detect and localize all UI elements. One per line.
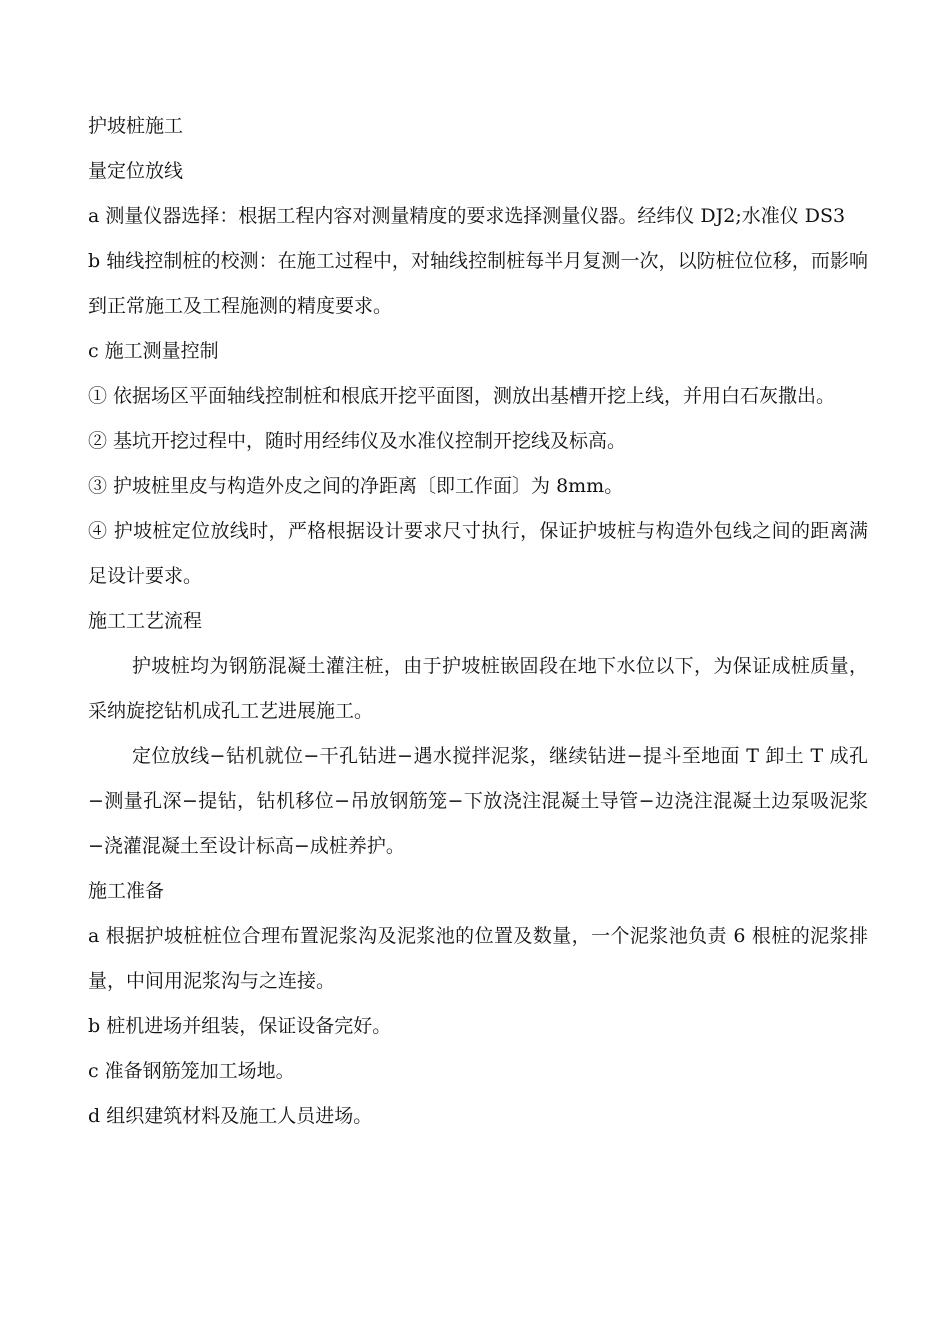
control-item-3: ③ 护坡桩里皮与构造外皮之间的净距离〔即工作面〕为 8mm。	[88, 475, 624, 497]
control-item-2: ② 基坑开挖过程中，随时用经纬仪及水准仪控制开挖线及标高。	[88, 430, 627, 452]
prep-heading: 施工准备	[88, 880, 165, 902]
survey-item-c: c 施工测量控制	[88, 340, 219, 362]
control-item-1: ① 依据场区平面轴线控制桩和根底开挖平面图，测放出基槽开挖上线，并用白石灰撒出。	[88, 385, 836, 407]
process-heading: 施工工艺流程	[88, 610, 203, 632]
prep-item-a: a 根据护坡桩桩位合理布置泥浆沟及泥浆池的位置及数量，一个泥浆池负责 6 根桩的泥浆排量，中间用泥浆沟与之连接。	[88, 925, 868, 992]
process-flow: 定位放线−钻机就位−干孔钻进−遇水搅拌泥浆，继续钻进−提斗至地面 T 卸土 T 成孔−测量孔深−提钻，钻机移位−吊放钢筋笼−下放浇注混凝土导管−边浇注混凝土边泵吸泥浆−浇灌混凝土至设计标高−成桩养护。	[88, 745, 868, 857]
survey-item-a: a 测量仪器选择：根据工程内容对测量精度的要求选择测量仪器。经纬仪 DJ2;水准仪 DS3	[88, 205, 846, 227]
survey-heading: 量定位放线	[88, 160, 184, 182]
process-intro: 护坡桩均为钢筋混凝土灌注桩，由于护坡桩嵌固段在地下水位以下，为保证成桩质量，采纳旋挖钻机成孔工艺进展施工。	[88, 655, 868, 722]
prep-item-d: d 组织建筑材料及施工人员进场。	[88, 1105, 373, 1127]
prep-item-b: b 桩机进场并组装，保证设备完好。	[88, 1015, 392, 1037]
prep-item-c: c 准备钢筋笼加工场地。	[88, 1060, 295, 1082]
section-title: 护坡桩施工	[88, 115, 184, 137]
survey-item-b: b 轴线控制桩的校测：在施工过程中，对轴线控制桩每半月复测一次，以防桩位位移，而影响到正常施工及工程施测的精度要求。	[88, 250, 868, 317]
document-body	[88, 104, 868, 1139]
control-item-4: ④ 护坡桩定位放线时，严格根据设计要求尺寸执行，保证护坡桩与构造外包线之间的距离满足设计要求。	[88, 520, 868, 587]
